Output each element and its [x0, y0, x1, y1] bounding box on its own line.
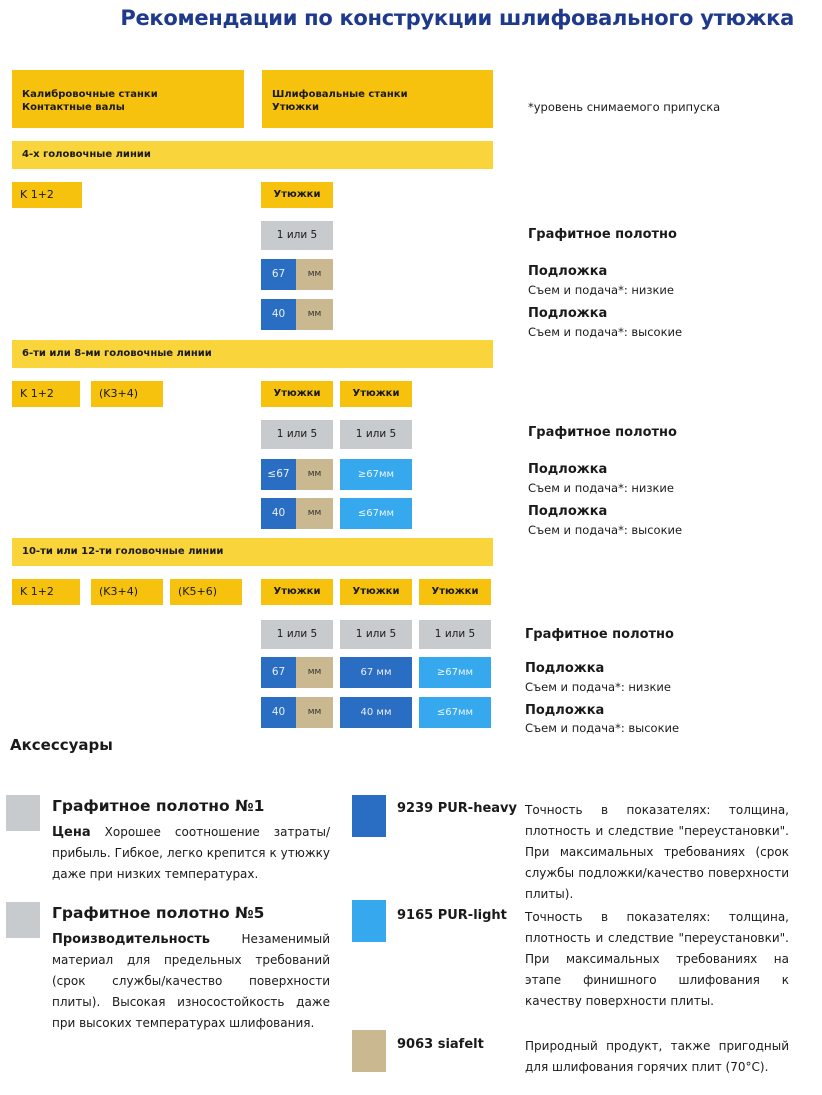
iron-label: Утюжки	[340, 579, 412, 605]
graphite-cell: 1 или 5	[340, 620, 412, 649]
graphite-cell: 1 или 5	[261, 420, 333, 449]
graphite-cell: 1 или 5	[261, 620, 333, 649]
swatch-pur-heavy	[352, 795, 386, 837]
header-right-line1: Шлифовальные станки	[272, 89, 408, 100]
backing-unit: мм	[296, 299, 333, 330]
tag-k56: (K5+6)	[170, 579, 242, 605]
graphite-5-title: Графитное полотно №5	[52, 904, 265, 922]
graphite-5-description	[52, 929, 330, 1034]
graphite-cell: 1 или 5	[419, 620, 491, 649]
backing-light-cell: ≤67мм	[340, 498, 412, 529]
backing-light-cell: ≥67мм	[340, 459, 412, 490]
tag-k12: K 1+2	[12, 381, 80, 407]
backing-value: 40	[261, 697, 296, 728]
graphite-cell: 1 или 5	[340, 420, 412, 449]
tag-k12: K 1+2	[12, 579, 80, 605]
page-title: Рекомендации по конструкции шлифовального утюжка	[120, 6, 794, 30]
header-right-line2: Утюжки	[272, 102, 319, 113]
graphite-1-lead: Цена	[52, 825, 91, 840]
siafelt-description: Природный продукт, также пригодный для шлифования горячих плит (70°C).	[525, 1039, 789, 1074]
backing-unit: мм	[296, 259, 333, 290]
header-sanding-box	[262, 70, 493, 128]
backing-cell-low	[261, 259, 333, 290]
graphite-5-text: Незаменимый материал для предельных требований (срок службы/качество поверхности плиты). Высокая износостойкость даже при высоких температурах шлифования.	[52, 932, 330, 1030]
graphite-1-description	[52, 822, 330, 885]
tag-k34: (K3+4)	[91, 381, 163, 407]
backing-light-cell: ≤67мм	[419, 697, 491, 728]
header-calibration-box	[12, 70, 244, 128]
backing-value: 40	[261, 498, 296, 529]
footnote-allowance: *уровень снимаемого припуска	[528, 100, 721, 114]
iron-label: Утюжки	[261, 579, 333, 605]
iron-label: Утюжки	[261, 381, 333, 407]
pur-light-name: 9165 PUR-light	[397, 908, 507, 923]
backing-heavy-cell: 67 мм	[340, 657, 412, 688]
label-backing: Подложка	[528, 504, 608, 519]
label-low: Съем и подача*: низкие	[525, 680, 671, 694]
tag-k34: (K3+4)	[91, 579, 163, 605]
backing-value: ≤67	[261, 459, 296, 490]
backing-cell-high	[261, 697, 333, 728]
label-backing: Подложка	[525, 703, 605, 718]
tag-k12: K 1+2	[12, 182, 82, 208]
backing-heavy-cell: 40 мм	[340, 697, 412, 728]
backing-value: 67	[261, 657, 296, 688]
graphite-5-lead: Производительность	[52, 932, 211, 947]
label-low: Съем и подача*: низкие	[528, 283, 674, 297]
iron-label: Утюжки	[340, 381, 412, 407]
label-backing: Подложка	[528, 306, 608, 321]
label-graphite: Графитное полотно	[525, 627, 674, 642]
graphite-cell: 1 или 5	[261, 221, 333, 250]
iron-label: Утюжки	[419, 579, 491, 605]
backing-unit: мм	[296, 498, 333, 529]
backing-cell-high	[261, 498, 333, 529]
backing-cell-low	[261, 459, 333, 490]
label-graphite: Графитное полотно	[528, 227, 677, 242]
backing-cell-high	[261, 299, 333, 330]
label-high: Съем и подача*: высокие	[525, 721, 680, 735]
header-left-line1: Калибровочные станки	[22, 89, 158, 100]
swatch-graphite-1	[6, 795, 40, 831]
label-backing: Подложка	[528, 264, 608, 279]
backing-value: 67	[261, 259, 296, 290]
backing-value: 40	[261, 299, 296, 330]
label-graphite: Графитное полотно	[528, 425, 677, 440]
accessories-heading: Аксессуары	[10, 736, 113, 754]
siafelt-name: 9063 siafelt	[397, 1037, 484, 1052]
section-band-6-8-head: 6-ти или 8-ми головочные линии	[12, 340, 493, 368]
backing-unit: мм	[296, 697, 333, 728]
backing-unit: мм	[296, 657, 333, 688]
label-backing: Подложка	[525, 661, 605, 676]
backing-light-cell: ≥67мм	[419, 657, 491, 688]
backing-unit: мм	[296, 459, 333, 490]
label-backing: Подложка	[528, 462, 608, 477]
pur-heavy-description: Точность в показателях: толщина, плотность и следствие "переустановки". При максимальных требованиях (срок службы подложки/качество поверхности плиты).	[525, 803, 789, 901]
label-high: Съем и подача*: высокие	[528, 325, 683, 339]
label-low: Съем и подача*: низкие	[528, 481, 674, 495]
graphite-1-title: Графитное полотно №1	[52, 797, 265, 815]
section-band-4-head: 4-х головочные линии	[12, 141, 493, 169]
pur-light-description: Точность в показателях: толщина, плотность и следствие "переустановки". При максимальных требованиях на этапе финишного шлифования к качеству поверхности плиты.	[525, 910, 789, 1008]
backing-cell-low	[261, 657, 333, 688]
section-band-10-12-head: 10-ти или 12-ти головочные линии	[12, 538, 493, 566]
header-left-line2: Контактные валы	[22, 102, 125, 113]
iron-label: Утюжки	[261, 182, 333, 208]
swatch-siafelt	[352, 1030, 386, 1072]
swatch-pur-light	[352, 900, 386, 942]
swatch-graphite-5	[6, 902, 40, 938]
graphite-1-text: Хорошее соотношение затраты/прибыль. Гибкое, легко крепится к утюжку даже при низких температурах.	[52, 825, 330, 881]
label-high: Съем и подача*: высокие	[528, 523, 683, 537]
pur-heavy-name: 9239 PUR-heavy	[397, 801, 517, 816]
